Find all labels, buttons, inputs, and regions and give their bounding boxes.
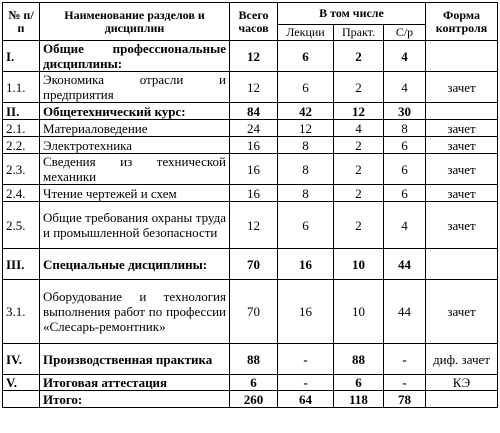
header-name: Наименование разделов и дисциплин xyxy=(40,3,230,41)
row-practice: 118 xyxy=(334,391,384,408)
row-name: Материаловедение xyxy=(40,120,230,137)
table-row xyxy=(3,154,498,185)
row-form: диф. зачет xyxy=(426,344,498,375)
row-name: Общие профессиональные дисциплины: xyxy=(40,41,230,72)
table-body xyxy=(3,41,498,408)
row-total: 84 xyxy=(230,103,278,120)
table-row xyxy=(3,375,498,391)
row-num: 1.1. xyxy=(3,72,40,103)
row-num: 2.4. xyxy=(3,185,40,202)
row-lectures: 42 xyxy=(278,103,334,120)
row-lectures: 6 xyxy=(278,72,334,103)
row-total: 12 xyxy=(230,72,278,103)
row-form: зачет xyxy=(426,202,498,249)
row-self-study: 44 xyxy=(384,249,426,280)
row-total: 16 xyxy=(230,137,278,154)
row-practice: 6 xyxy=(334,375,384,391)
row-lectures: 8 xyxy=(278,154,334,185)
row-lectures: - xyxy=(278,344,334,375)
table-row xyxy=(3,391,498,408)
row-form: зачет xyxy=(426,137,498,154)
row-name: Экономика отрасли и предприятия xyxy=(40,72,230,103)
header-total: Всего часов xyxy=(230,3,278,41)
row-num: V. xyxy=(3,375,40,391)
row-practice: 2 xyxy=(334,41,384,72)
header-num: № п/п xyxy=(3,3,40,41)
row-lectures: 6 xyxy=(278,202,334,249)
row-form xyxy=(426,249,498,280)
row-practice: 10 xyxy=(334,249,384,280)
row-total: 24 xyxy=(230,120,278,137)
table-row xyxy=(3,137,498,154)
curriculum-table xyxy=(2,2,498,408)
row-lectures: 12 xyxy=(278,120,334,137)
table-row xyxy=(3,103,498,120)
row-name: Сведения из технической механики xyxy=(40,154,230,185)
row-practice: 4 xyxy=(334,120,384,137)
header-form: Форма контроля xyxy=(426,3,498,41)
row-num: 2.2. xyxy=(3,137,40,154)
row-name: Электротехника xyxy=(40,137,230,154)
table-row xyxy=(3,41,498,72)
row-self-study: - xyxy=(384,375,426,391)
row-total: 70 xyxy=(230,249,278,280)
row-name: Производственная практика xyxy=(40,344,230,375)
row-name: Общие требования охраны труда и промышленной безопасности xyxy=(40,202,230,249)
row-practice: 2 xyxy=(334,202,384,249)
row-lectures: - xyxy=(278,375,334,391)
row-lectures: 8 xyxy=(278,137,334,154)
row-practice: 2 xyxy=(334,154,384,185)
row-total: 16 xyxy=(230,154,278,185)
table-row xyxy=(3,280,498,344)
row-num: IV. xyxy=(3,344,40,375)
row-form: зачет xyxy=(426,120,498,137)
row-num: I. xyxy=(3,41,40,72)
row-name: Оборудование и технология выполнения работ по профессии «Слесарь-ремонтник» xyxy=(40,280,230,344)
row-practice: 2 xyxy=(334,137,384,154)
table-header xyxy=(3,3,498,41)
row-form: зачет xyxy=(426,280,498,344)
row-form: зачет xyxy=(426,154,498,185)
row-practice: 2 xyxy=(334,185,384,202)
row-total: 6 xyxy=(230,375,278,391)
table-row xyxy=(3,344,498,375)
row-self-study: 44 xyxy=(384,280,426,344)
row-form: КЭ xyxy=(426,375,498,391)
row-self-study: 30 xyxy=(384,103,426,120)
table-row xyxy=(3,120,498,137)
row-self-study: 4 xyxy=(384,41,426,72)
row-self-study: 6 xyxy=(384,185,426,202)
row-lectures: 16 xyxy=(278,249,334,280)
row-practice: 10 xyxy=(334,280,384,344)
table-row xyxy=(3,72,498,103)
header-practice: Практ. xyxy=(334,25,384,41)
header-lectures: Лекции xyxy=(278,25,334,41)
row-form: зачет xyxy=(426,185,498,202)
row-lectures: 8 xyxy=(278,185,334,202)
table-row xyxy=(3,249,498,280)
row-self-study: 4 xyxy=(384,72,426,103)
row-self-study: 78 xyxy=(384,391,426,408)
table-row xyxy=(3,202,498,249)
row-num: II. xyxy=(3,103,40,120)
row-self-study: 8 xyxy=(384,120,426,137)
row-num xyxy=(3,391,40,408)
row-total: 70 xyxy=(230,280,278,344)
row-name: Итого: xyxy=(40,391,230,408)
row-form: зачет xyxy=(426,72,498,103)
row-total: 12 xyxy=(230,41,278,72)
row-name: Чтение чертежей и схем xyxy=(40,185,230,202)
row-num: III. xyxy=(3,249,40,280)
table-row xyxy=(3,185,498,202)
row-total: 260 xyxy=(230,391,278,408)
row-lectures: 6 xyxy=(278,41,334,72)
row-num: 2.3. xyxy=(3,154,40,185)
row-name: Итоговая аттестация xyxy=(40,375,230,391)
row-total: 16 xyxy=(230,185,278,202)
row-lectures: 16 xyxy=(278,280,334,344)
row-self-study: 6 xyxy=(384,154,426,185)
row-practice: 88 xyxy=(334,344,384,375)
header-included: В том числе xyxy=(278,3,426,25)
row-total: 12 xyxy=(230,202,278,249)
row-self-study: 6 xyxy=(384,137,426,154)
row-practice: 12 xyxy=(334,103,384,120)
row-practice: 2 xyxy=(334,72,384,103)
row-name: Специальные дисциплины: xyxy=(40,249,230,280)
row-form xyxy=(426,103,498,120)
row-lectures: 64 xyxy=(278,391,334,408)
row-name: Общетехнический курс: xyxy=(40,103,230,120)
row-form xyxy=(426,391,498,408)
row-self-study: - xyxy=(384,344,426,375)
row-self-study: 4 xyxy=(384,202,426,249)
row-num: 2.5. xyxy=(3,202,40,249)
row-total: 88 xyxy=(230,344,278,375)
row-num: 3.1. xyxy=(3,280,40,344)
row-form xyxy=(426,41,498,72)
header-self-study: С/р xyxy=(384,25,426,41)
row-num: 2.1. xyxy=(3,120,40,137)
